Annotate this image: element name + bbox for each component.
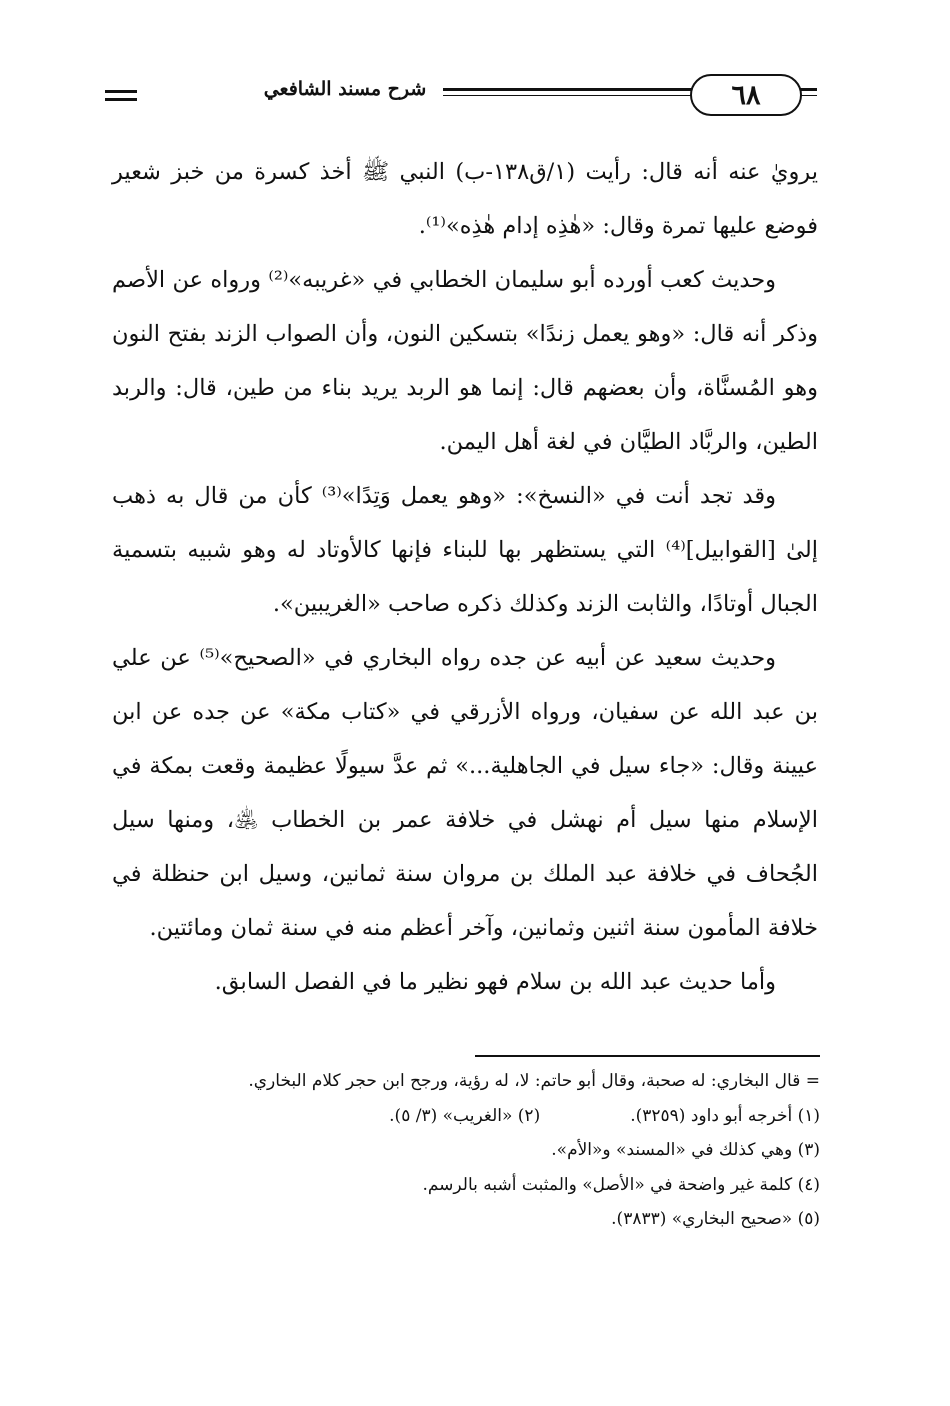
footnote-row-1-2 (112, 1099, 820, 1134)
paragraph-4: وحديث سعيد عن أبيه عن جده رواه البخاري في «الصحيح»⁽⁵⁾ عن علي بن عبد الله عن سفيان، ورواه الأزرقي في «كتاب مكة» عن جده عن ابن عيينة وقال: «جاء سيل في الجاهلية...» ثم عدَّ سيولًا عظيمة وقعت بمكة في الإسلام منها سيل أم نهشل في خلافة عمر بن الخطاب ﵁، ومنها سيل الجُحاف في خلافة عبد الملك بن مروان سنة ثمانين، وسيل ابن حنظلة في خلافة المأمون سنة اثنين وثمانين، وآخر أعظم منه في سنة ثمان ومائتين. (112, 645, 818, 941)
footnote-separator (475, 1055, 820, 1057)
paragraph-3: وقد تجد أنت في «النسخ»: «وهو يعمل وَتِدًا»⁽³⁾ كأن من قال به ذهب إلىٰ [القوابيل]⁽⁴⁾ التي يستظهر بها للبناء فإنها كالأوتاد له وهو شبيه بتسمية الجبال أوتادًا، والثابت الزند وكذلك ذكره صاحب «الغريبين». (112, 483, 818, 617)
header-dash-bottom (105, 98, 137, 101)
footnote-gap (540, 1099, 630, 1134)
footnote-5: (٥) «صحيح البخاري» (٣٨٣٣). (611, 1209, 820, 1229)
paragraph-2: وحديث كعب أورده أبو سليمان الخطابي في «غريبه»⁽²⁾ ورواه عن الأصم وذكر أنه قال: «وهو يعمل زندًا» بتسكين النون، وأن الصواب الزند بفتح النون وهو المُسنَّاة، وأن بعضهم قال: إنما هو الربد يريد بناء من طين، قال: والربد الطين، والربَّاد الطيَّان في لغة أهل اليمن. (112, 267, 818, 455)
paragraph-1: يرويٰ عنه أنه قال: رأيت (١/ق١٣٨-ب) النبي ﷺ أخذ كسرة من خبز شعير فوضع عليها تمرة وقال: «هٰذِه إدام هٰذِه»⁽¹⁾. (112, 159, 818, 239)
footnotes (112, 1064, 820, 1237)
footnote-3: (٣) وهي كذلك في «المسند» و«الأم». (551, 1140, 820, 1160)
paragraph-5: وأما حديث عبد الله بن سلام فهو نظير ما في الفصل السابق. (214, 969, 776, 995)
main-text (112, 145, 818, 1009)
footnote-2: (٢) «الغريب» (٣/ ٥). (389, 1105, 541, 1126)
footnote-continued: = قال البخاري: له صحبة، وقال أبو حاتم: لا، له رؤية، ورجح ابن حجر كلام البخاري. (248, 1071, 820, 1091)
footnote-1: (١) أخرجه أبو داود (٣٢٥٩). (630, 1105, 820, 1126)
page-header (105, 72, 817, 120)
footnote-4: (٤) كلمة غير واضحة في «الأصل» والمثبت أشبه بالرسم. (422, 1174, 820, 1195)
running-title: شرح مسند الشافعي (263, 78, 427, 100)
header-dash-top (105, 90, 137, 93)
page-number: ٦٨ (731, 79, 761, 111)
page-number-badge (690, 74, 802, 116)
